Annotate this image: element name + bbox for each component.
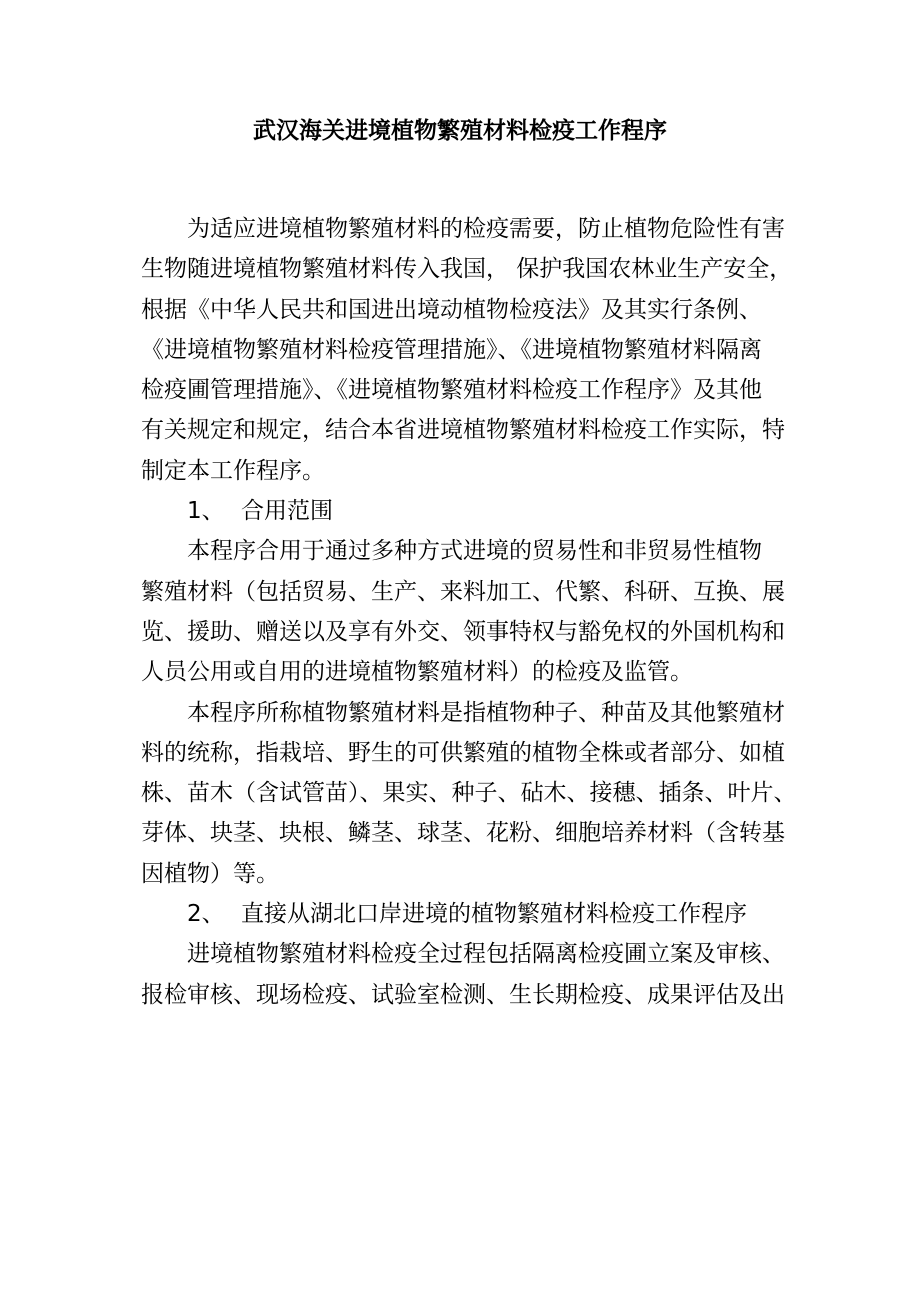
paragraph-line: 本程序合用于通过多种方式进境的贸易性和非贸易性植物 [187,538,762,565]
paragraph-line: 为适应进境植物繁殖材料的检疫需要，防止植物危险性有害 [187,216,785,242]
paragraph-line: 根据《中华人民共和国进出境动植物检疫法》及其实行条例、 [141,296,762,323]
paragraph-line: 制定本工作程序。 [141,457,325,484]
scope-paragraph [141,531,785,692]
section-title: 直接从湖北口岸进境的植物繁殖材料检疫工作程序 [241,901,747,928]
document-body [141,209,797,1015]
process-paragraph [141,934,785,1015]
paragraph-line: 检疫圃管理措施》、《进境植物繁殖材料检疫工作程序》及其他 [141,377,762,404]
document-title: 武汉海关进境植物繁殖材料检疫工作程序 [253,118,667,144]
paragraph-line: 《进境植物繁殖材料检疫管理措施》、《进境植物繁殖材料隔离 [141,336,762,363]
paragraph-line: 芽体、块茎、块根、鳞茎、球茎、花粉、细胞培养材料（含转基 [141,820,785,847]
paragraph-line: 本程序所称植物繁殖材料是指植物种子、种苗及其他繁殖材 [187,699,785,726]
section-number: 1、 [187,498,225,525]
paragraph-line: 繁殖材料（包括贸易、生产、来料加工、代繁、科研、互换、展 [141,578,785,605]
paragraph-line: 因植物）等。 [141,860,279,887]
paragraph-line: 报检审核、现场检疫、试验室检测、生长期检疫、成果评估及出 [141,981,785,1008]
paragraph-line: 料的统称，指栽培、野生的可供繁殖的植物全株或者部分、如植 [141,739,785,766]
section-heading [141,491,781,531]
paragraph-line: 进境植物繁殖材料检疫全过程包括隔离检疫圃立案及审核、 [187,941,785,968]
section-title: 合用范围 [241,498,333,525]
intro-paragraph [141,209,793,491]
paragraph-line: 生物随进境植物繁殖材料传入我国， 保护我国农林业生产安全， [141,256,793,283]
paragraph-line: 有关规定和规定，结合本省进境植物繁殖材料检疫工作实际，特 [141,417,785,444]
section-heading [141,894,781,934]
definition-paragraph [141,693,797,894]
paragraph-line: 览、援助、赠送以及享有外交、领事特权与豁免权的外国机构和 [141,618,785,645]
paragraph-line: 人员公用或自用的进境植物繁殖材料）的检疫及监管。 [141,659,693,686]
section-number: 2、 [187,901,225,928]
paragraph-line: 株、苗木（含试管苗）、果实、种子、砧木、接穗、插条、叶片、 [141,780,797,807]
